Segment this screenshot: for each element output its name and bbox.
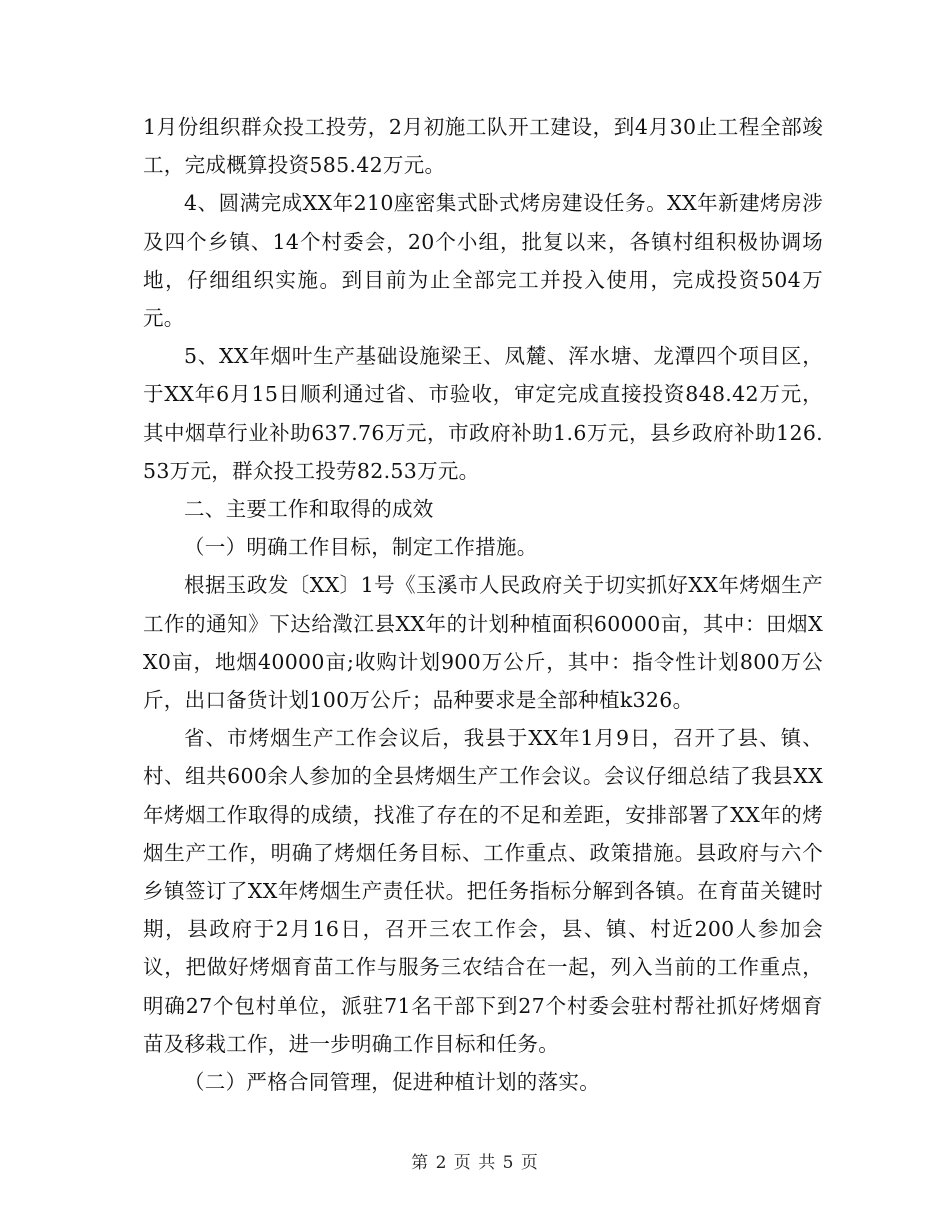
- paragraph-item-4: 4、圆满完成XX年210座密集式卧式烤房建设任务。XX年新建烤房涉及四个乡镇、14个村委会，20个小组，批复以来，各镇村组积极协调场地，仔细组织实施。到目前为止全部完工并投入使用，完成投资504万元。: [143, 191, 823, 331]
- paragraph-plan: 根据玉政发〔XX〕1号《玉溪市人民政府关于切实抓好XX年烤烟生产工作的通知》下达给澂江县XX年的计划种植面积60000亩，其中：田烟XX0亩，地烟40000亩;收购计划900万公斤，其中：指令性计划800万公斤，出口备货计划100万公斤；品种要求是全部种植k326。: [143, 573, 823, 713]
- subsection-heading-1: （一）明确工作目标，制定工作措施。: [184, 535, 538, 560]
- paragraph-continuation: 1月份组织群众投工投劳，2月初施工队开工建设，到4月30止工程全部竣工，完成概算投资585.42万元。: [143, 115, 823, 178]
- document-body: [143, 108, 823, 1101]
- page-number-footer: 第 2 页 共 5 页: [411, 1153, 539, 1173]
- paragraph-item-5: 5、XX年烟叶生产基础设施梁王、凤麓、浑水塘、龙潭四个项目区，于XX年6月15日顺利通过省、市验收，审定完成直接投资848.42万元，其中烟草行业补助637.76万元，市政府补助1.6万元，县乡政府补助126.53万元，群众投工投劳82.53万元。: [143, 344, 823, 483]
- paragraph-meeting: 省、市烤烟生产工作会议后，我县于XX年1月9日，召开了县、镇、村、组共600余人参加的全县烤烟生产工作会议。会议仔细总结了我县XX年烤烟工作取得的成绩，找准了存在的不足和差距，安排部署了XX年的烤烟生产工作，明确了烤烟任务目标、工作重点、政策措施。县政府与六个乡镇签订了XX年烤烟生产责任状。把任务指标分解到各镇。在育苗关键时期，县政府于2月16日，召开三农工作会，县、镇、村近200人参加会议，把做好烤烟育苗工作与服务三农结合在一起，列入当前的工作重点，明确27个包村单位，派驻71名干部下到27个村委会驻村帮社抓好烤烟育苗及移栽工作，进一步明确工作目标和任务。: [143, 726, 823, 1056]
- section-heading: 二、主要工作和取得的成效: [184, 497, 434, 522]
- subsection-heading-2: （二）严格合同管理，促进种植计划的落实。: [184, 1070, 600, 1095]
